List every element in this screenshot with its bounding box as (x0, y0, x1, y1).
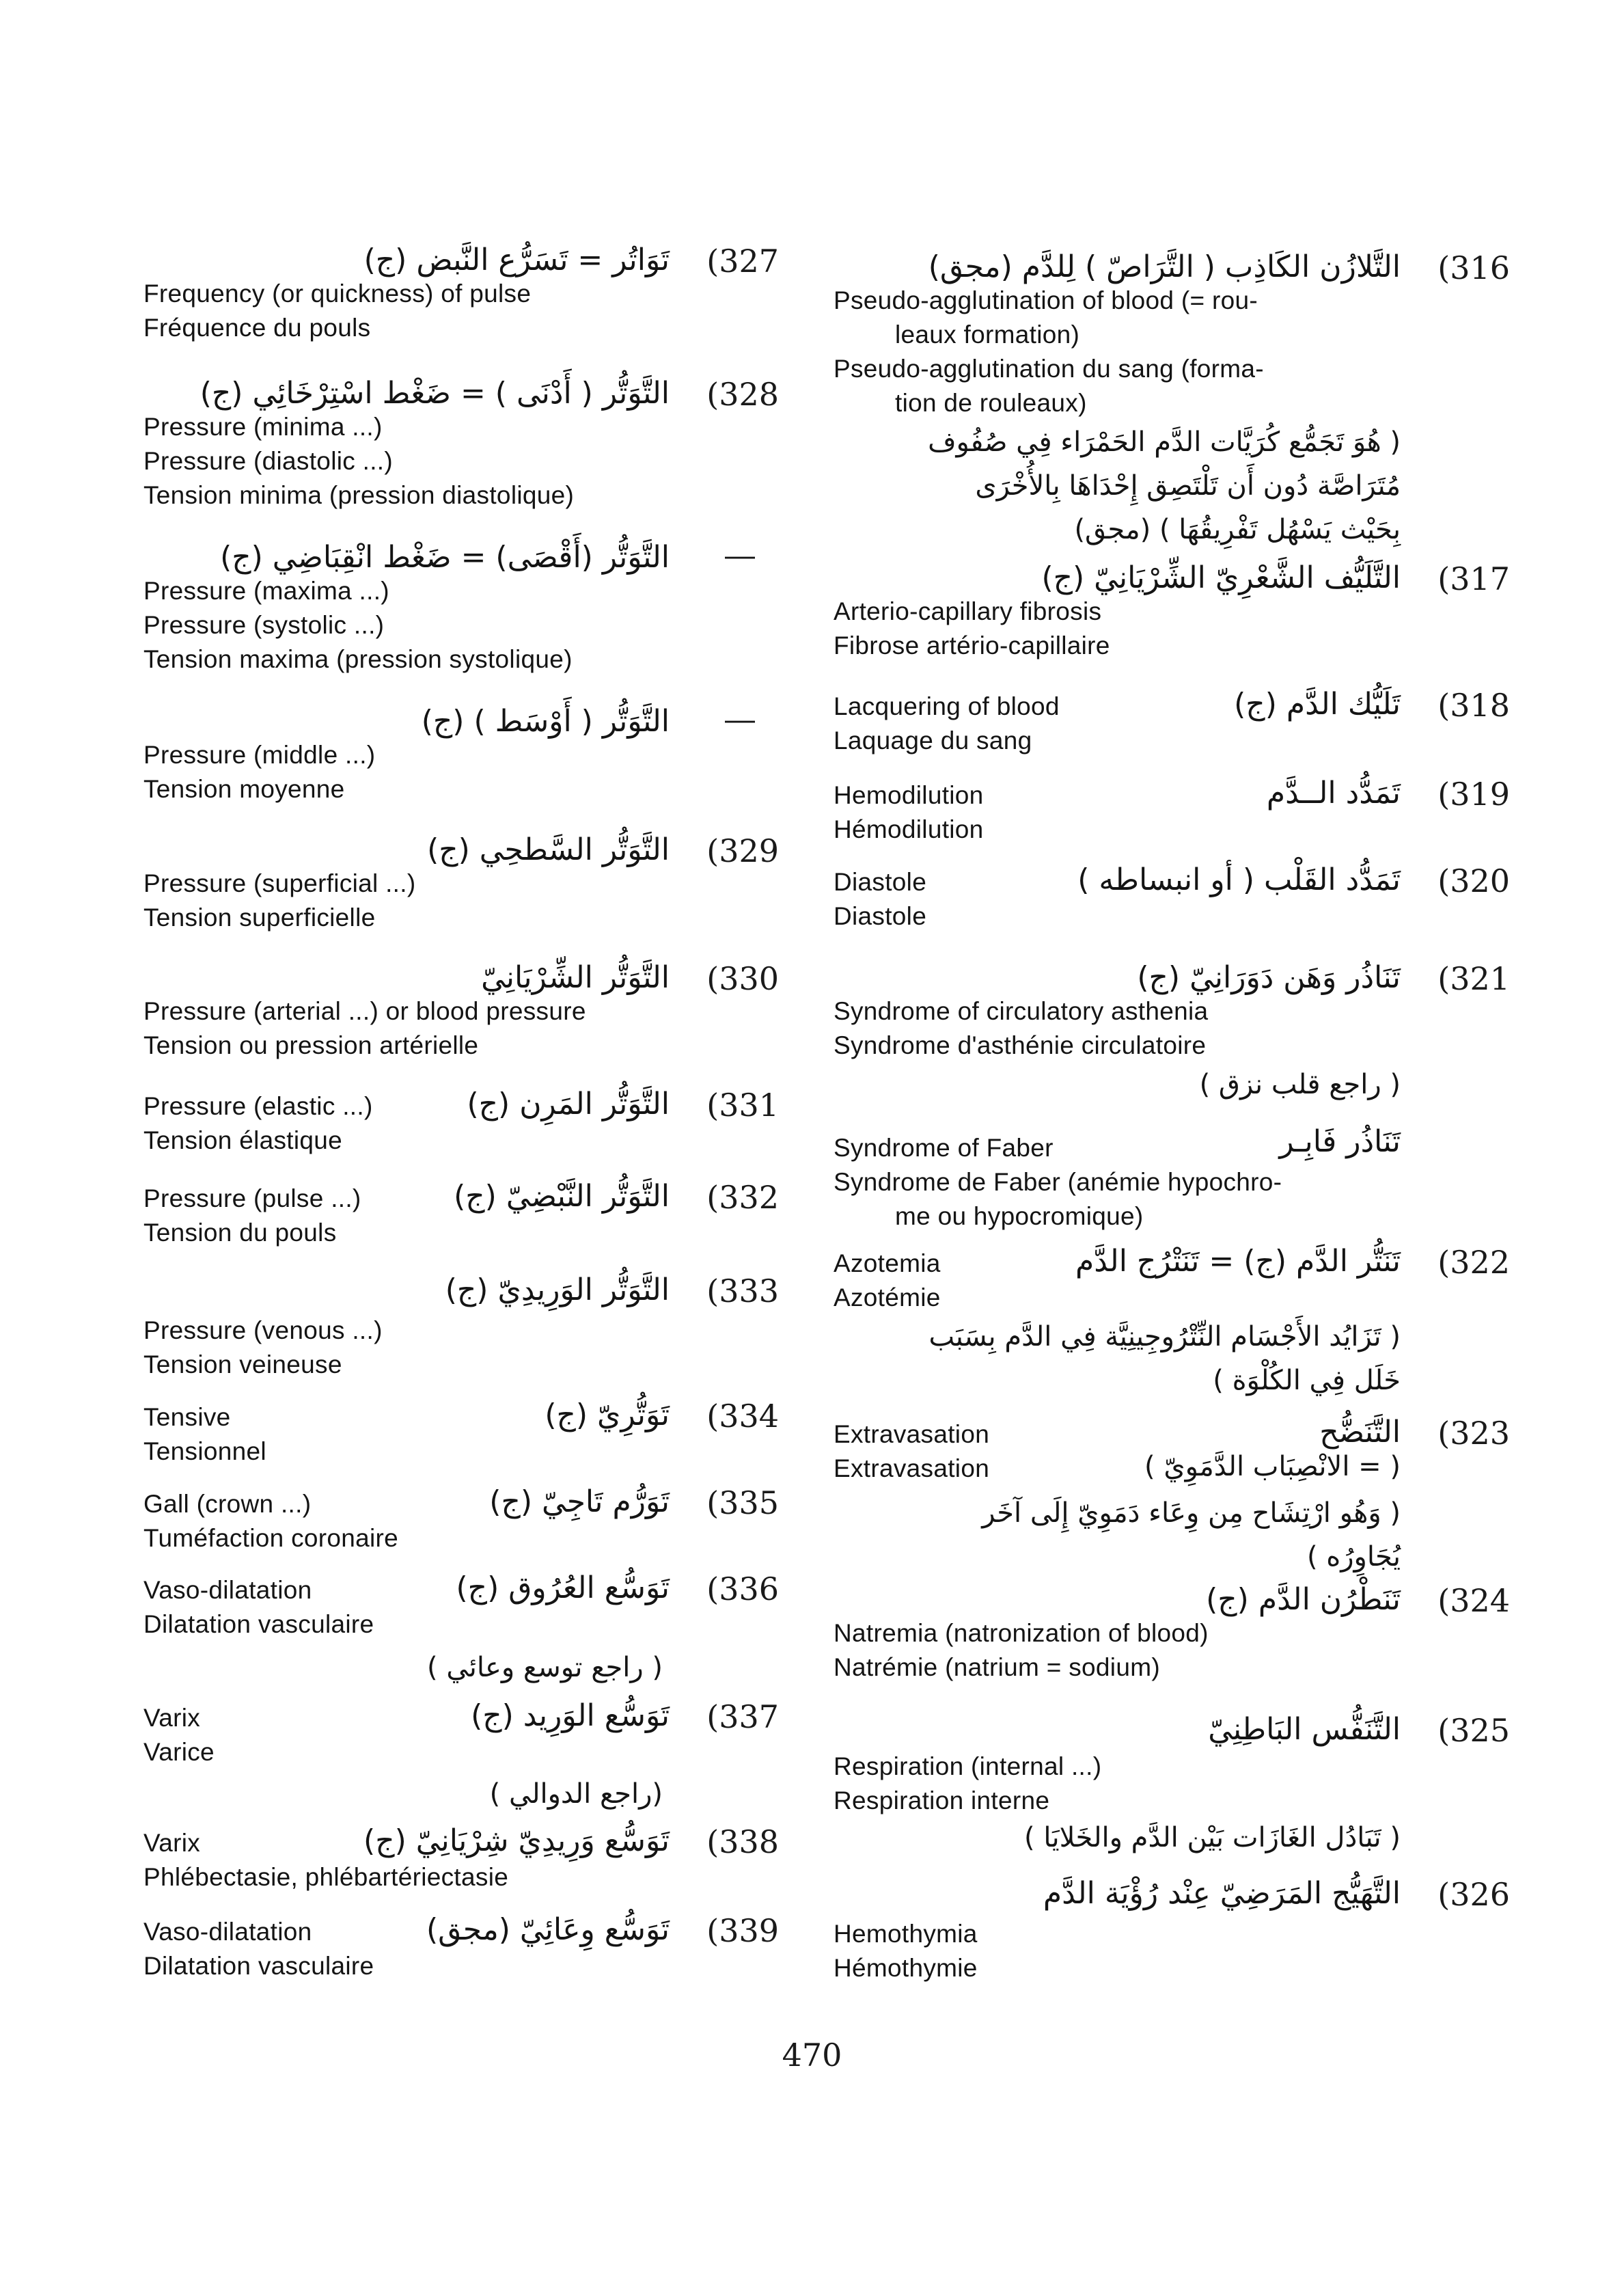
entry-number: (338 (706, 1823, 779, 1860)
translation-lines (143, 1487, 697, 1555)
entry-number: (334 (706, 1398, 779, 1435)
explanation-line: يُجَاوِرُه ) (1306, 1541, 1401, 1573)
french-line: Tension veineuse (143, 1350, 342, 1378)
explanation-line: خَلَل فِي الكُلْوَة ) (1213, 1365, 1401, 1396)
translation-lines (143, 994, 697, 1063)
explanation-line: ( هُوَ تَجَمُّع كُرَيَّات الدَّم الحَمْرَاء فِي صُفُوف (928, 426, 1401, 458)
arabic-term: تَنَطْرُن الدَّم (ج) (1206, 1582, 1401, 1617)
english-line: Pressure (middle ...) (143, 741, 376, 769)
entry-number: (325 (1437, 1712, 1510, 1749)
translation-lines (143, 1701, 697, 1769)
arabic-term: تَمَدُّد القَلْب ( أو انبساطه ) (1077, 862, 1401, 897)
translation-lines (143, 867, 697, 935)
arabic-term: التَّوَتُّر المَرِن (ج) (467, 1087, 670, 1121)
french-line: Extravasation (834, 1454, 990, 1482)
arabic-term: التَّوَتُّر الوَرِيدِيّ (ج) (445, 1273, 670, 1307)
entry-number: (316 (1437, 249, 1510, 286)
arabic-term: تَوَرُّم تَاجِيّ (ج) (489, 1484, 670, 1519)
entry-number: (333 (706, 1273, 779, 1309)
translation-lines (143, 738, 697, 806)
french-line: Syndrome de Faber (anémie hypochro- (834, 1168, 1282, 1196)
french-line: Tension du pouls (143, 1219, 337, 1247)
arabic-explanation (928, 420, 1401, 552)
translation-lines (834, 1131, 1428, 1234)
entry-number: (326 (1437, 1876, 1510, 1913)
entry-number: (329 (706, 832, 779, 869)
arabic-term: تَمَدُّد الــدَّم (1266, 776, 1401, 811)
english-line: Tensive (143, 1403, 231, 1431)
explanation-line: ( تَزَايُد الأَجْسَام النِّتْرُوجِينِيَّة فِي الدَّم بِسَبَب (928, 1321, 1401, 1352)
english-line: Diastole (834, 868, 927, 896)
english-line: Pressure (minima ...) (143, 413, 383, 441)
french-line: Varice (143, 1738, 215, 1766)
english-line: Pressure (pulse ...) (143, 1184, 361, 1212)
french-line: Tuméfaction coronaire (143, 1524, 399, 1552)
translation-lines (834, 865, 1428, 934)
explanation-line: بِحَيْث يَسْهُل تَفْرِيقُهَا ) (مجق) (1074, 514, 1401, 545)
english-line: Varix (143, 1704, 201, 1732)
english-line: Vaso-dilatation (143, 1918, 312, 1946)
entry-number: (336 (706, 1571, 779, 1607)
french-line: tion de rouleaux) (895, 389, 1087, 417)
arabic-term: التَّوَتُّر ( أَدْنَى ) = ضَغْط اسْتِرْخَائِي (ج) (199, 376, 670, 411)
translation-lines (143, 1573, 697, 1642)
entry-number: (317 (1437, 560, 1510, 597)
explanation-line: مُتَرَاصَّة دُون أَن تَلْتَصِق إِحْدَاهَا بِالأُخْرَى (975, 470, 1401, 502)
english-line: Respiration (internal ...) (834, 1752, 1102, 1780)
cross-reference-note: ( راجع قلب نزق ) (1199, 1069, 1401, 1100)
french-line: me ou hypocromique) (895, 1202, 1144, 1230)
french-line: Fibrose artério-capillaire (834, 631, 1110, 660)
entry-number: (337 (706, 1698, 779, 1735)
cross-reference-note: (راجع الدوالي ) (489, 1778, 663, 1810)
french-line: Tension ou pression artérielle (143, 1031, 479, 1059)
arabic-term: التَّنَضُّح (1319, 1415, 1401, 1450)
arabic-term: تَوَتُّرِيّ (ج) (545, 1398, 670, 1432)
english-line: Arterio-capillary fibrosis (834, 597, 1102, 625)
arabic-term: تَنَتُّر الدَّم (ج) = تَنَتْرُج الدَّم (1075, 1244, 1401, 1279)
synonym-note: ( = الانْصِبَاب الدَّمَوِيّ ) (1144, 1451, 1401, 1482)
french-line: Dilatation vasculaire (143, 1952, 374, 1980)
english-line: Azotemia (834, 1249, 941, 1277)
english-line: Syndrome of Faber (834, 1134, 1054, 1162)
arabic-term: التَّهَيُّج المَرَضِيّ عِنْد رُؤْيَة الدَّم (1043, 1876, 1401, 1911)
translation-lines (143, 1400, 697, 1469)
entry-number: (321 (1437, 960, 1510, 997)
cross-reference-note: ( راجع توسع وعائي ) (427, 1652, 663, 1683)
entry-number: (335 (706, 1484, 779, 1521)
translation-lines (143, 1314, 697, 1382)
translation-lines (834, 284, 1428, 420)
english-line: Pressure (elastic ...) (143, 1092, 373, 1120)
entry-number: (324 (1437, 1582, 1510, 1619)
english-line: leaux formation) (895, 321, 1080, 349)
subentry-dash: — (725, 539, 755, 572)
french-line: Respiration interne (834, 1786, 1050, 1814)
arabic-subterm: تَنَاذُر فَابِـر (1279, 1124, 1401, 1159)
arabic-term: تَوَسُّع وِعَائِيّ (مجق) (426, 1912, 670, 1947)
english-line: Hemodilution (834, 781, 984, 809)
english-line: Pseudo-agglutination of blood (= rou- (834, 286, 1258, 314)
french-line: Syndrome d'asthénie circulatoire (834, 1031, 1207, 1059)
translation-lines (143, 1182, 697, 1250)
french-line: Tension moyenne (143, 775, 345, 803)
translation-lines (834, 1247, 1428, 1315)
translation-lines (143, 1915, 697, 1983)
arabic-term: التَّوَتُّر (أَقْصَى) = ضَغْط انْقِبَاضِي (ج) (220, 540, 670, 575)
arabic-term: تَوَسُّع وَرِيدِيّ شِرْيَانِيّ (ج) (363, 1823, 670, 1858)
arabic-explanation (928, 1315, 1401, 1402)
translation-lines (143, 410, 697, 513)
french-line: Azotémie (834, 1283, 941, 1311)
arabic-term: تَلَيُّك الدَّم (ج) (1234, 687, 1401, 722)
french-line: Tension minima (pression diastolique) (143, 481, 575, 509)
french-line: Laquage du sang (834, 726, 1032, 754)
entry-number: (331 (706, 1087, 779, 1124)
page-number: 470 (782, 2037, 842, 2074)
translation-lines (143, 574, 697, 677)
translation-lines (834, 778, 1428, 847)
french-line: Fréquence du pouls (143, 314, 371, 342)
english-line: Gall (crown ...) (143, 1490, 312, 1518)
english-line: Pressure (diastolic ...) (143, 447, 393, 475)
arabic-term: التَّوَتُّر ( أَوْسَط ) (ج) (421, 704, 670, 739)
french-line: Diastole (834, 902, 927, 930)
translation-lines (834, 595, 1428, 663)
entry-number: (330 (706, 960, 779, 997)
arabic-term: التَّلَيُّف الشَّعْرِيّ الشِّرْيَانِيّ (ج) (1041, 560, 1401, 595)
english-line: Hemothymia (834, 1920, 978, 1948)
entry-number: (322 (1437, 1244, 1510, 1281)
french-line: Hémothymie (834, 1954, 978, 1982)
arabic-explanation (982, 1491, 1401, 1579)
translation-lines (834, 1917, 1428, 1985)
translation-lines (143, 277, 697, 345)
french-line: Dilatation vasculaire (143, 1610, 374, 1638)
french-line: Phlébectasie, phlébartériectasie (143, 1863, 509, 1891)
french-line: Pseudo-agglutination du sang (forma- (834, 355, 1264, 383)
english-line: Frequency (or quickness) of pulse (143, 280, 532, 308)
english-line: Pressure (systolic ...) (143, 611, 385, 639)
entry-number: (318 (1437, 687, 1510, 724)
arabic-term: التَّوَتُّر الشِّرْيَانِيّ (481, 960, 670, 995)
english-line: Vaso-dilatation (143, 1576, 312, 1604)
english-line: Natremia (natronization of blood) (834, 1619, 1209, 1647)
subentry-dash: — (725, 703, 755, 736)
arabic-term: تَنَاذُر وَهَن دَوَرَانِيّ (ج) (1137, 960, 1401, 995)
arabic-term: التَّوَتُّر السَّطحِي (ج) (427, 832, 670, 867)
arabic-term: تَوَسُّع الوَرِيد (ج) (471, 1698, 670, 1733)
translation-lines (143, 1089, 697, 1158)
translation-lines (834, 690, 1428, 758)
translation-lines (834, 994, 1428, 1063)
translation-lines (143, 1826, 697, 1894)
arabic-term: تَوَسُّع العُرُوق (ج) (456, 1571, 670, 1605)
entry-number: (319 (1437, 776, 1510, 813)
english-line: Pressure (maxima ...) (143, 577, 389, 605)
arabic-term: التَّوَتُّر النَّبْضِيّ (ج) (454, 1179, 670, 1214)
entry-number: (332 (706, 1179, 779, 1216)
entry-number: (323 (1437, 1415, 1510, 1452)
french-line: Tension superficielle (143, 903, 376, 932)
english-line: Varix (143, 1829, 201, 1857)
french-line: Tension maxima (pression systolique) (143, 645, 573, 673)
entry-number: (328 (706, 376, 779, 413)
english-line: Syndrome of circulatory asthenia (834, 997, 1209, 1025)
french-line: Tensionnel (143, 1437, 266, 1465)
english-line: Pressure (venous ...) (143, 1316, 383, 1344)
french-line: Natrémie (natrium = sodium) (834, 1653, 1160, 1681)
entry-number: (320 (1437, 862, 1510, 899)
entry-number: (339 (706, 1912, 779, 1949)
english-line: Extravasation (834, 1420, 990, 1448)
explanation-line: ( وَهُو ارْتِشَاح مِن وِعَاء دَمَوِيّ إِلَى آخَر (982, 1497, 1401, 1529)
arabic-term: التَّلازُن الكَاذِب ( التَّرَاصّ ) لِلدَّم (مجق) (928, 249, 1401, 284)
entry-number: (327 (706, 243, 779, 280)
translation-lines (834, 1750, 1428, 1818)
english-line: Lacquering of blood (834, 692, 1060, 720)
explanation-note: ( تَبَادُل الغَازَات بَيْن الدَّم والخَلايَا ) (1024, 1822, 1401, 1853)
english-line: Pressure (superficial ...) (143, 869, 416, 897)
french-line: Hémodilution (834, 815, 984, 843)
arabic-term: التَّنَفُّس البَاطِنِيّ (1208, 1712, 1401, 1747)
french-line: Tension élastique (143, 1126, 343, 1154)
translation-lines (834, 1616, 1428, 1685)
english-line: Pressure (arterial ...) or blood pressure (143, 997, 586, 1025)
arabic-term: تَوَاتُر = تَسَرُّع النَّبض (ج) (363, 243, 670, 277)
